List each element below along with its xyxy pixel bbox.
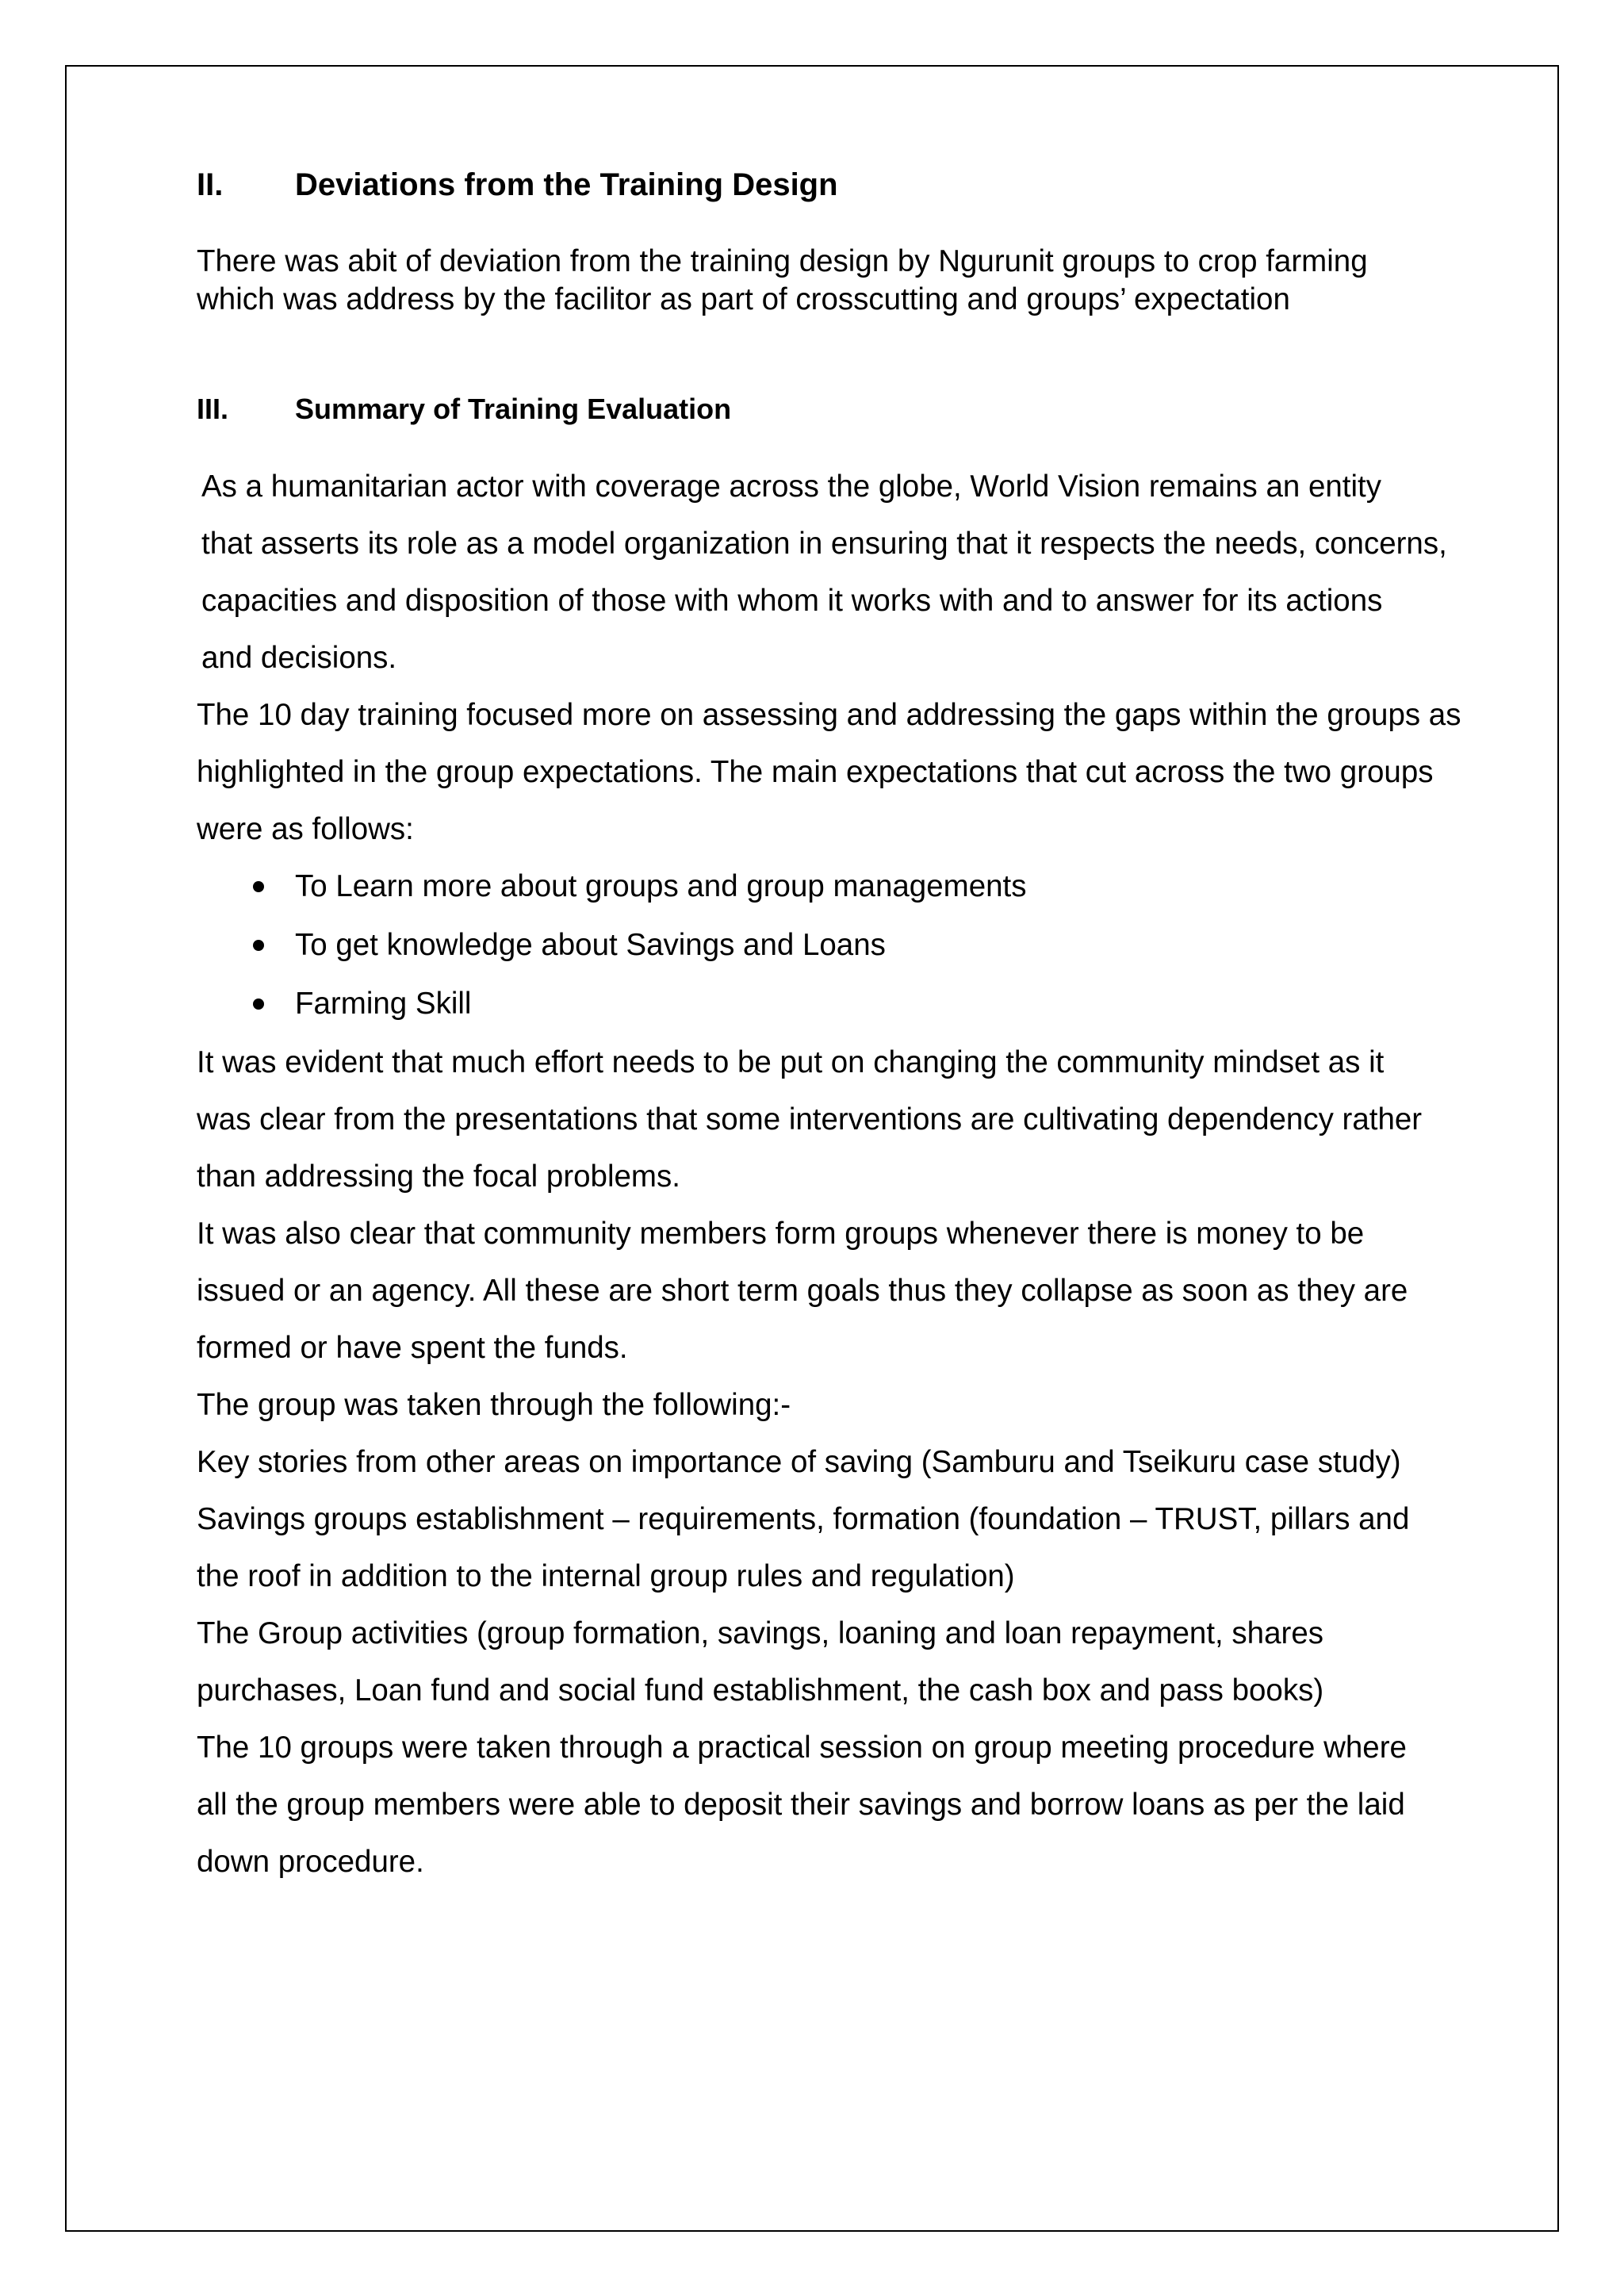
activities-paragraph [197,1605,1481,1719]
paragraph-line: Savings groups establishment – requirements, formation (foundation – TRUST, pillars and [197,1502,1410,1536]
clear-paragraph [197,1205,1481,1377]
bullet-icon [253,940,264,951]
paragraph-line: which was address by the facilitor as part of crosscutting and groups’ expectation [197,282,1290,316]
establishment-paragraph [197,1491,1481,1605]
paragraph-line: than addressing the focal problems. [197,1159,680,1194]
section-number: II. [197,167,224,202]
paragraph-line: and decisions. [201,641,397,675]
paragraph-line: highlighted in the group expectations. The main expectations that cut across the two groups [197,755,1434,789]
paragraph-line: formed or have spent the funds. [197,1331,628,1365]
intro-paragraph [197,458,1481,687]
paragraph-line: all the group members were able to deposit their savings and borrow loans as per the laid [197,1788,1405,1822]
section-title: Summary of Training Evaluation [295,393,732,425]
section-title: Deviations from the Training Design [295,167,838,202]
paragraph-line: were as follows: [197,812,414,846]
paragraph-line: issued or an agency. All these are short term goals thus they collapse as soon as they are [197,1274,1408,1308]
bullet-icon [253,881,264,892]
section-heading-summary [197,393,731,426]
paragraph-line: the roof in addition to the internal group rules and regulation) [197,1559,1015,1593]
list-item-text: To Learn more about groups and group managements [295,869,1027,903]
paragraph-line: The 10 day training focused more on assessing and addressing the gaps within the groups as [197,698,1461,732]
taken-through-line: The group was taken through the following:- [197,1388,791,1422]
paragraph-line: There was abit of deviation from the training design by Ngurunit groups to crop farming [197,244,1368,278]
deviation-paragraph [197,243,1465,319]
list-item [197,858,1481,917]
paragraph-line: It was also clear that community members form groups whenever there is money to be [197,1217,1365,1251]
bullet-icon [253,999,264,1010]
paragraph-line: The 10 groups were taken through a practical session on group meeting procedure where [197,1731,1407,1765]
paragraph-line: purchases, Loan fund and social fund establishment, the cash box and pass books) [197,1673,1324,1708]
training-paragraph [197,687,1481,858]
paragraph-line: The Group activities (group formation, savings, loaning and loan repayment, shares [197,1616,1323,1650]
list-item [197,917,1481,976]
paragraph-line: capacities and disposition of those with whom it works with and to answer for its actions [201,584,1383,618]
paragraph-line: was clear from the presentations that some interventions are cultivating dependency rather [197,1102,1423,1137]
paragraph-line: It was evident that much effort needs to be put on changing the community mindset as it [197,1045,1385,1079]
practical-paragraph [197,1719,1481,1891]
paragraph-line: that asserts its role as a model organization in ensuring that it respects the needs, concerns, [201,527,1447,561]
list-item-text: Farming Skill [295,987,472,1021]
evaluation-body [197,458,1481,1891]
section-number: III. [197,393,229,425]
paragraph-line: As a humanitarian actor with coverage across the globe, World Vision remains an entity [201,470,1382,504]
paragraph-line: down procedure. [197,1845,424,1879]
evident-paragraph [197,1034,1481,1205]
expectations-list [197,858,1481,1034]
list-item-text: To get knowledge about Savings and Loans [295,928,886,962]
key-stories-line: Key stories from other areas on importance of saving (Samburu and Tseikuru case study) [197,1445,1401,1479]
list-item [197,976,1481,1034]
section-heading-deviations [197,167,838,203]
